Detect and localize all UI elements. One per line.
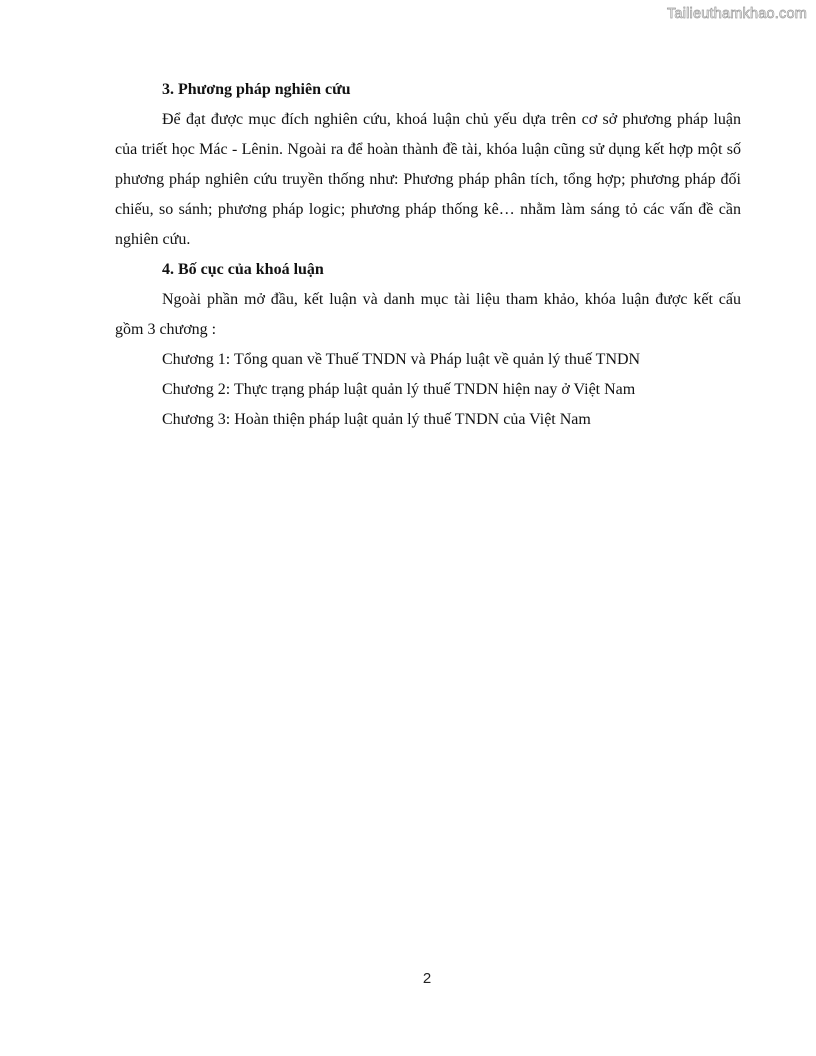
watermark-text: Tailieuthamkhao.com [666,6,807,22]
section-3-paragraph: Để đạt được mục đích nghiên cứu, khoá luận chủ yếu dựa trên cơ sở phương pháp luận của triết học Mác - Lênin. Ngoài ra để hoàn thành đề tài, khóa luận cũng sử dụng kết hợp một số phương pháp nghiên cứu truyền thống như: Phương pháp phân tích, tổng hợp; phương pháp đối chiếu, so sánh; phương pháp logic; phương pháp thống kê… nhằm làm sáng tỏ các vấn đề cần nghiên cứu. [115,111,741,248]
section-4-paragraph: Ngoài phần mở đầu, kết luận và danh mục tài liệu tham khảo, khóa luận được kết cấu gồm 3 chương : [115,291,741,338]
section-3-heading: 3. Phương pháp nghiên cứu [162,81,351,98]
chapter-3-item: Chương 3: Hoàn thiện pháp luật quản lý thuế TNDN của Việt Nam [162,411,591,428]
page-number: 2 [422,970,432,987]
chapter-1-item: Chương 1: Tổng quan về Thuế TNDN và Pháp luật về quản lý thuế TNDN [162,351,641,368]
section-4-heading: 4. Bố cục của khoá luận [162,261,324,278]
chapter-2-item: Chương 2: Thực trạng pháp luật quản lý thuế TNDN hiện nay ở Việt Nam [162,381,636,398]
document-body [115,75,741,435]
